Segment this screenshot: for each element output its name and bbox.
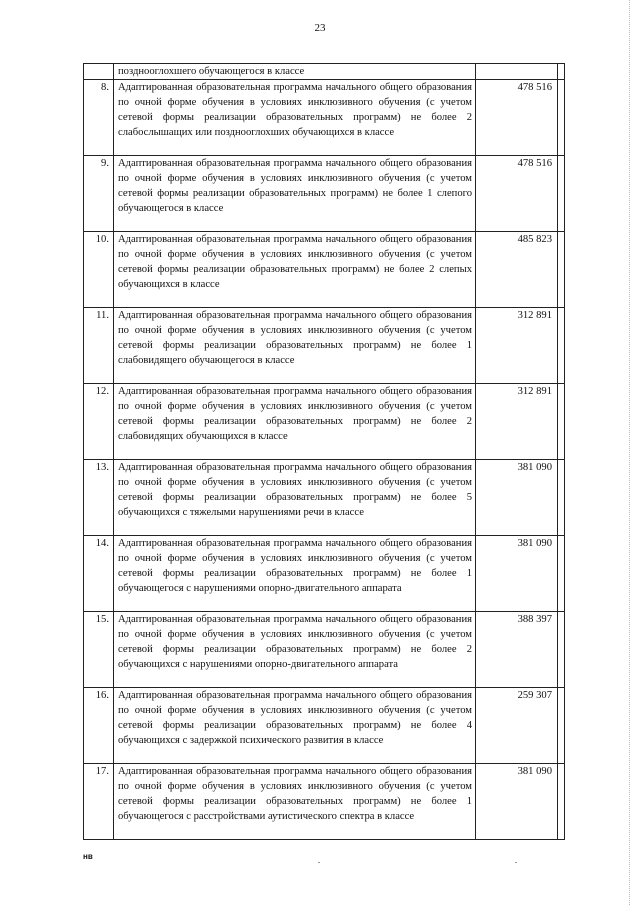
extra-cell [558,80,565,156]
page-number: 23 [314,22,326,34]
extra-cell [558,612,565,688]
row-number-cell: 14. [84,536,114,612]
program-description-cell: Адаптированная образовательная программа начального общего образования по очной форме обучения в условиях инклюзивного обучения (с учетом сетевой формы реализации образовательных программ) не более 2 обучающихся с нарушениями опорно-двигательного аппарата [114,612,476,688]
table-row [84,232,565,308]
table-row [84,764,565,840]
extra-cell [558,64,565,80]
program-description-cell: Адаптированная образовательная программа начального общего образования по очной форме обучения в условиях инклюзивного обучения (с учетом сетевой формы реализации образовательных программ) не более 1 слепого обучающегося в классе [114,156,476,232]
program-description-cell: Адаптированная образовательная программа начального общего образования по очной форме обучения в условиях инклюзивного обучения (с учетом сетевой формы реализации образовательных программ) не более 1 обучающегося с нарушениями опорно-двигательного аппарата [114,536,476,612]
program-description-cell: Адаптированная образовательная программа начального общего образования по очной форме обучения в условиях инклюзивного обучения (с учетом сетевой формы реализации образовательных программ) не более 2 слабовидящих обучающихся в классе [114,384,476,460]
table-row [84,460,565,536]
amount-cell: 381 090 [476,460,558,536]
extra-cell [558,156,565,232]
footer-mark: нв [83,852,93,861]
table-row [84,612,565,688]
table-row [84,156,565,232]
table-row-continuation [84,64,565,80]
extra-cell [558,536,565,612]
row-number-cell: 8. [84,80,114,156]
table-row [84,80,565,156]
page-edge-line [629,0,630,905]
program-description-cell: Адаптированная образовательная программа начального общего образования по очной форме обучения в условиях инклюзивного обучения (с учетом сетевой формы реализации образовательных программ) не более 5 обучающихся с тяжелыми нарушениями речи в классе [114,460,476,536]
program-description-cell: Адаптированная образовательная программа начального общего образования по очной форме обучения в условиях инклюзивного обучения (с учетом сетевой формы реализации образовательных программ) не более 2 слабослышащих или позднооглохших обучающихся в классе [114,80,476,156]
row-number-cell: 13. [84,460,114,536]
extra-cell [558,460,565,536]
row-number-cell: 16. [84,688,114,764]
row-number-cell: 11. [84,308,114,384]
table-body [84,64,565,840]
row-number-cell: 17. [84,764,114,840]
extra-cell [558,688,565,764]
scan-speck [515,862,517,863]
row-number-cell: 15. [84,612,114,688]
extra-cell [558,232,565,308]
program-description-cell: Адаптированная образовательная программа начального общего образования по очной форме обучения в условиях инклюзивного обучения (с учетом сетевой формы реализации образовательных программ) не более 2 слепых обучающихся в классе [114,232,476,308]
row-number-cell: 9. [84,156,114,232]
amount-cell: 485 823 [476,232,558,308]
table-row [84,688,565,764]
row-number-cell: 12. [84,384,114,460]
amount-cell: 388 397 [476,612,558,688]
program-description-cell: позднооглохшего обучающегося в классе [114,64,476,80]
extra-cell [558,308,565,384]
table-row [84,384,565,460]
amount-cell: 381 090 [476,536,558,612]
amount-cell: 259 307 [476,688,558,764]
program-description-cell: Адаптированная образовательная программа начального общего образования по очной форме обучения в условиях инклюзивного обучения (с учетом сетевой формы реализации образовательных программ) не более 4 обучающихся с задержкой психического развития в классе [114,688,476,764]
amount-cell: 478 516 [476,156,558,232]
amount-cell: 381 090 [476,764,558,840]
amount-cell: 312 891 [476,384,558,460]
extra-cell [558,764,565,840]
amount-cell [476,64,558,80]
extra-cell [558,384,565,460]
funding-table [83,63,565,840]
table-row [84,536,565,612]
table-row [84,308,565,384]
program-description-cell: Адаптированная образовательная программа начального общего образования по очной форме обучения в условиях инклюзивного обучения (с учетом сетевой формы реализации образовательных программ) не более 1 обучающегося с расстройствами аутистического спектра в классе [114,764,476,840]
program-description-cell: Адаптированная образовательная программа начального общего образования по очной форме обучения в условиях инклюзивного обучения (с учетом сетевой формы реализации образовательных программ) не более 1 слабовидящего обучающегося в классе [114,308,476,384]
scan-speck [318,862,320,863]
amount-cell: 478 516 [476,80,558,156]
row-number-cell [84,64,114,80]
amount-cell: 312 891 [476,308,558,384]
row-number-cell: 10. [84,232,114,308]
